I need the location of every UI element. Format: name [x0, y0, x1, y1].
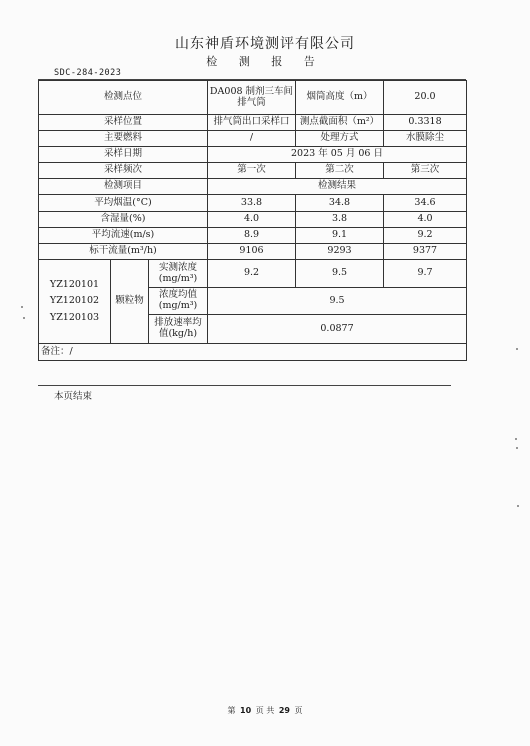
row-value: 9377: [384, 244, 467, 260]
row-value: 4.0: [208, 212, 296, 228]
row-value: 3.8: [296, 212, 384, 228]
row-value: 34.8: [296, 195, 384, 212]
page-number: 10: [240, 706, 252, 715]
scan-speck: [21, 306, 23, 308]
report-title: 检 测 报 告: [206, 55, 324, 68]
stack-height-value: 20.0: [384, 81, 467, 115]
end-rule: [38, 385, 451, 386]
remark: 备注：/: [39, 344, 467, 361]
row-value: 9.2: [384, 228, 467, 244]
page-prefix: 第: [227, 706, 236, 715]
row-value: 33.8: [208, 195, 296, 212]
frequency-1: 第一次: [208, 163, 296, 179]
sample-ids: [39, 260, 111, 344]
sampling-date-label: 采样日期: [39, 147, 208, 163]
table-row: [39, 195, 467, 212]
test-result-label: 检测结果: [208, 179, 467, 195]
monitoring-table: [38, 80, 467, 361]
page-suffix: 页: [294, 706, 303, 715]
sampling-date-value: 2023 年 05 月 06 日: [208, 147, 467, 163]
measured-concentration-label: 实测浓度(mg/m³): [149, 260, 208, 288]
fuel-value: /: [208, 131, 296, 147]
measured-concentration-3: 9.7: [384, 260, 467, 288]
point-label: 检测点位: [39, 81, 208, 115]
stack-height-label: 烟筒高度（m）: [296, 81, 384, 115]
end-of-page-text: 本页结束: [54, 391, 93, 402]
emission-rate-value: 0.0877: [208, 315, 467, 344]
measured-concentration-2: 9.5: [296, 260, 384, 288]
table-row: [39, 244, 467, 260]
frequency-3: 第三次: [384, 163, 467, 179]
sample-position-label: 采样位置: [39, 115, 208, 131]
section-area-value: 0.3318: [384, 115, 467, 131]
table-row: [39, 212, 467, 228]
row-value: 9293: [296, 244, 384, 260]
sample-id: YZ120101: [49, 278, 100, 290]
average-concentration-label: 浓度均值(mg/m³): [149, 288, 208, 315]
row-label: 平均烟温(°C): [39, 195, 208, 212]
point-value: DA008 制剂三车间排气筒: [208, 81, 296, 115]
scan-speck: [516, 447, 518, 449]
table-row: [39, 228, 467, 244]
fuel-label: 主要燃料: [39, 131, 208, 147]
scan-speck: [23, 317, 25, 319]
page-middle: 页 共: [255, 706, 275, 715]
pollutant-name: 颗粒物: [111, 260, 149, 344]
scan-speck: [515, 438, 517, 440]
row-value: 34.6: [384, 195, 467, 212]
treatment-label: 处理方式: [296, 131, 384, 147]
section-area-label: 测点截面积（m²）: [296, 115, 384, 131]
emission-rate-label: 排放速率均值(kg/h): [149, 315, 208, 344]
row-value: 4.0: [384, 212, 467, 228]
scan-speck: [516, 348, 518, 350]
treatment-value: 水膜除尘: [384, 131, 467, 147]
sample-id: YZ120102: [49, 295, 100, 307]
row-label: 平均流速(m/s): [39, 228, 208, 244]
frequency-label: 采样频次: [39, 163, 208, 179]
document-number: SDC-284-2023: [54, 68, 122, 78]
row-value: 8.9: [208, 228, 296, 244]
page-footer: [0, 705, 530, 716]
test-item-label: 检测项目: [39, 179, 208, 195]
page-total: 29: [278, 706, 290, 715]
row-label: 含湿量(%): [39, 212, 208, 228]
company-name: 山东神盾环境测评有限公司: [175, 36, 355, 52]
measured-concentration-1: 9.2: [208, 260, 296, 288]
row-value: 9106: [208, 244, 296, 260]
row-value: 9.1: [296, 228, 384, 244]
row-label: 标干流量(m³/h): [39, 244, 208, 260]
sample-id: YZ120103: [49, 311, 100, 323]
sample-position-value: 排气筒出口采样口: [208, 115, 296, 131]
average-concentration-value: 9.5: [208, 288, 467, 315]
frequency-2: 第二次: [296, 163, 384, 179]
scan-speck: [517, 505, 519, 507]
